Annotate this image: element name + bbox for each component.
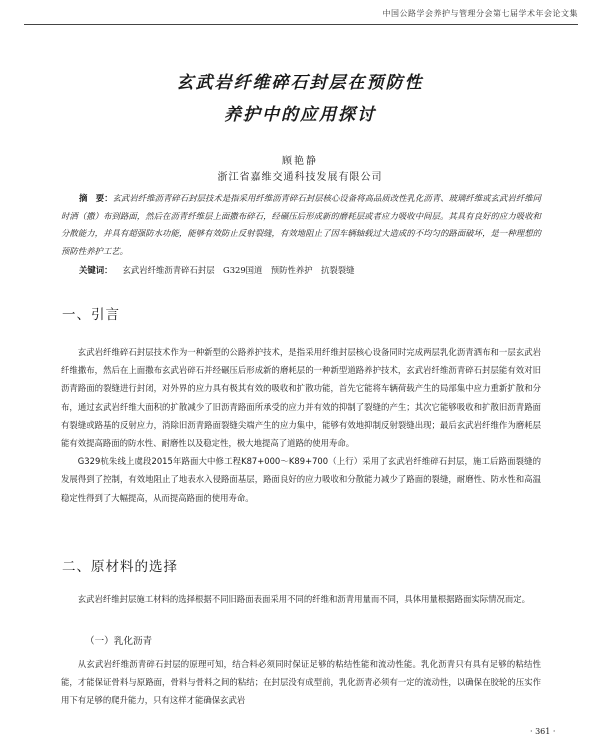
author-name: 顾艳静 — [282, 156, 318, 167]
paragraph: 从玄武岩纤维沥青碎石封层的原理可知，结合料必须同时保证足够的粘结性能和流动性能。乳化沥青只有具有足够的粘结性能，才能保证骨料与原路面，骨料与骨料之间的粘结；在封层没有成型前，乳化沥青必须有一定的流动性，以确保在胶轮的压实作用下有足够的爬升能力，只有这样才能确保玄武岩 — [61, 659, 541, 706]
paper-title-line1: 玄武岩纤维碎石封层在预防性 — [176, 73, 424, 93]
abstract-text: 玄武岩纤维沥青碎石封层技术是指采用纤维沥青碎石封层核心设备将高品质改性乳化沥青、玻璃纤维或玄武岩纤维同时洒（撒）布到路面，然后在沥青纤维层上面撒布碎石，经碾压后形成新的磨耗层或者应力吸收中间层。其具有良好的应力吸收和分散能力，并具有超强防水功能，能够有效防止反射裂缝，有效地阻止了因车辆轴载过大造成的不均匀的路面破坏，是一种理想的预防性养护工艺。 — [61, 193, 542, 256]
section-heading-materials: 二、原材料的选择 — [62, 559, 178, 575]
abstract — [61, 190, 541, 260]
abstract-label: 摘 要： — [79, 193, 113, 203]
page-number: · 361 · — [530, 727, 556, 736]
section-materials-body — [61, 590, 541, 608]
section-heading-introduction: 一、引言 — [62, 307, 120, 323]
keywords — [61, 264, 541, 276]
running-header: 中国公路学会养护与管理分会第七届学术年会论文集 — [382, 9, 578, 18]
paragraph: G329杭朱线上虞段2015年路面大中修工程K87+000～K89+700（上行）采用了玄武岩纤维碎石封层，施工后路面裂缝的发展得到了控制，有效地阻止了地表水入侵路面基层，路面良好的应力吸收和分散能力减少了路面的裂缝，耐磨性、防水性和高温稳定性得到了大幅提高，从而提高路面的使用寿命。 — [61, 456, 541, 503]
subsection-emulsified-asphalt-body — [61, 655, 541, 710]
paper-title-line2: 养护中的应用探讨 — [224, 105, 376, 125]
subsection-heading-emulsified-asphalt: （一）乳化沥青 — [85, 636, 153, 647]
section-introduction-body — [61, 343, 541, 507]
keywords-label: 关键词： — [79, 265, 113, 275]
author-affiliation: 浙江省嘉维交通科技发展有限公司 — [217, 172, 383, 183]
header-rule — [24, 24, 578, 25]
paragraph: 玄武岩纤维封层施工材料的选择根据不同旧路面表面采用不同的纤维和沥青用量而不同，具体用量根据路面实际情况而定。 — [77, 594, 531, 604]
paragraph: 玄武岩纤维碎石封层技术作为一种新型的公路养护技术，是指采用纤维封层核心设备同时完成两层乳化沥青洒布和一层玄武岩纤维撒布，然后在上面撒布玄武岩碎石并经碾压后形成新的磨耗层的一种新型道路养护技术，玄武岩纤维沥青碎石封层能有效对旧沥青路面的裂缝进行封闭，对外界的应力具有极其有效的吸收和扩散功能，首先它能将车辆荷载产生的局部集中应力重新扩散和分布，通过玄武岩纤维大面积的扩散减少了旧沥青路面所承受的应力并有效的抑制了裂缝的产生；其次它能够吸收和扩散旧沥青路面有裂缝或路基的反射应力，消除旧沥青路面裂缝尖端产生的应力集中，能够有效地抑制反射裂缝出现；最后玄武岩纤维作为磨耗层能有效提高路面的防水性、耐磨性以及稳定性，极大地提高了道路的使用寿命。 — [61, 347, 541, 449]
keywords-text: 玄武岩纤维沥青碎石封层 G329国道 预防性养护 抗裂裂缝 — [122, 265, 355, 275]
